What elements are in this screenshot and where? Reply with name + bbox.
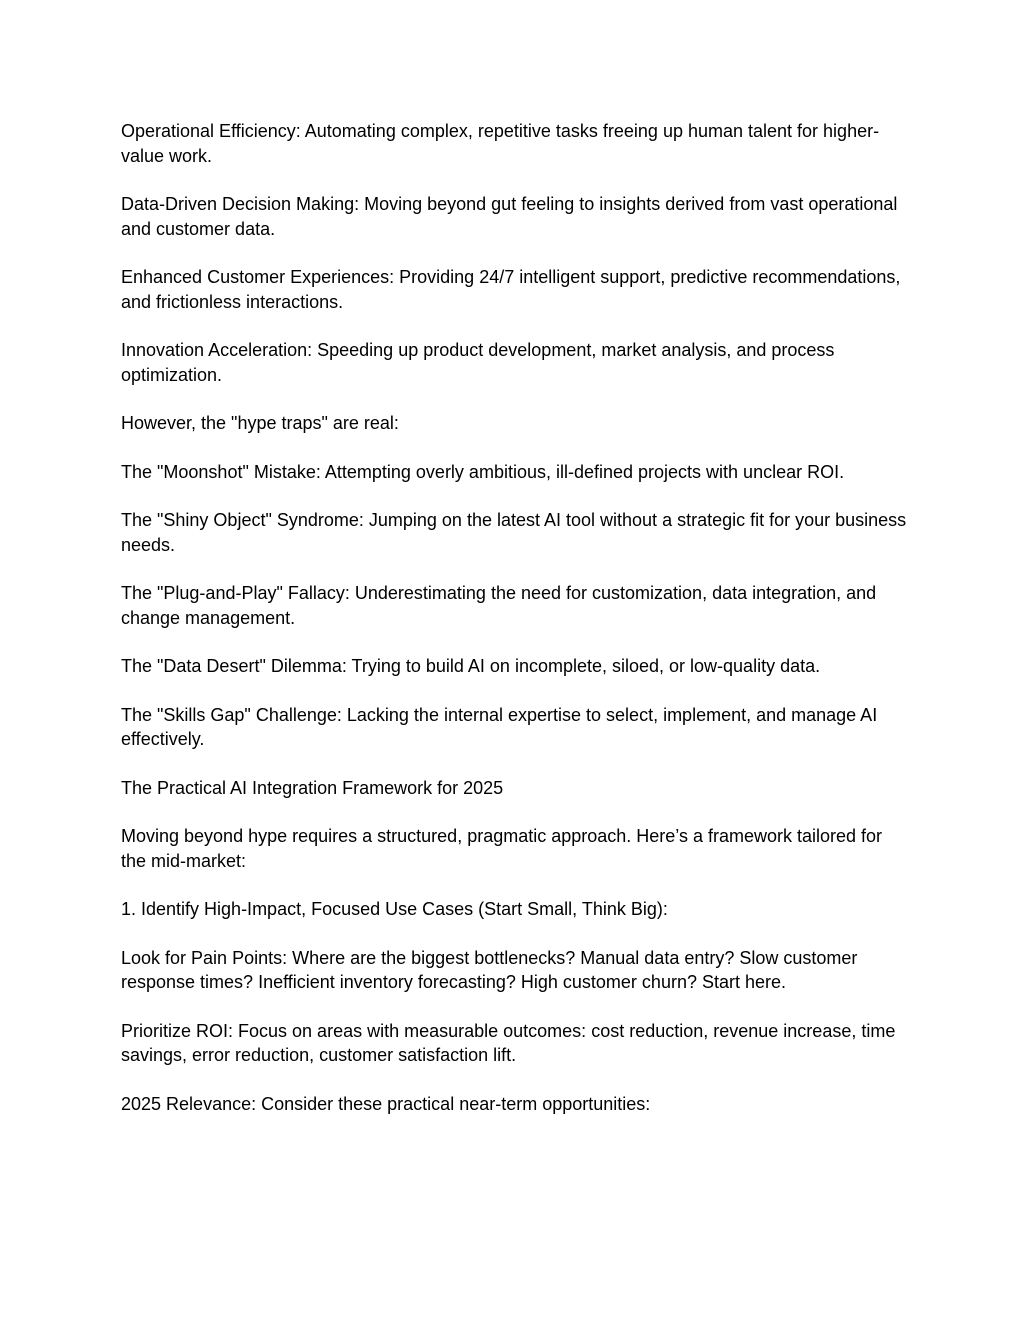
paragraph-plug-and-play-fallacy: The "Plug-and-Play" Fallacy: Underestimating the need for customization, data integration, and change management. <box>121 583 877 628</box>
document-page <box>121 119 911 1140</box>
paragraph-prioritize-roi: Prioritize ROI: Focus on areas with measurable outcomes: cost reduction, revenue increase, time savings, error reduction, customer satisfaction lift. <box>121 1020 896 1065</box>
list-heading-step-1: 1. Identify High-Impact, Focused Use Cases (Start Small, Think Big): <box>121 899 668 919</box>
paragraph-2025-relevance: 2025 Relevance: Consider these practical near-term opportunities: <box>121 1093 651 1114</box>
paragraph-shiny-object-syndrome: The "Shiny Object" Syndrome: Jumping on the latest AI tool without a strategic fit for your business needs. <box>121 510 907 555</box>
paragraph-data-desert-dilemma: The "Data Desert" Dilemma: Trying to build AI on incomplete, siloed, or low-quality data. <box>121 656 821 676</box>
paragraph-framework-intro: Moving beyond hype requires a structured, pragmatic approach. Here’s a framework tailored for the mid-market: <box>121 826 883 871</box>
paragraph-innovation-acceleration: Innovation Acceleration: Speeding up product development, market analysis, and process optimization. <box>121 340 835 385</box>
paragraph-operational-efficiency: Operational Efficiency: Automating complex, repetitive tasks freeing up human talent for higher-value work. <box>121 121 880 166</box>
paragraph-pain-points: Look for Pain Points: Where are the biggest bottlenecks? Manual data entry? Slow customer response times? Inefficient inventory forecasting? High customer churn? Start here. <box>121 947 858 992</box>
paragraph-skills-gap-challenge: The "Skills Gap" Challenge: Lacking the internal expertise to select, implement, and manage AI effectively. <box>121 704 878 749</box>
paragraph-moonshot-mistake: The "Moonshot" Mistake: Attempting overly ambitious, ill-defined projects with unclear ROI. <box>121 461 845 482</box>
paragraph-hype-traps-intro: However, the "hype traps" are real: <box>121 413 399 433</box>
paragraph-enhanced-customer-experiences: Enhanced Customer Experiences: Providing 24/7 intelligent support, predictive recommendations, and frictionless interactions. <box>121 267 901 312</box>
section-heading-framework: The Practical AI Integration Framework for 2025 <box>121 777 504 798</box>
paragraph-data-driven-decision-making: Data-Driven Decision Making: Moving beyond gut feeling to insights derived from vast operational and customer data. <box>121 194 898 239</box>
